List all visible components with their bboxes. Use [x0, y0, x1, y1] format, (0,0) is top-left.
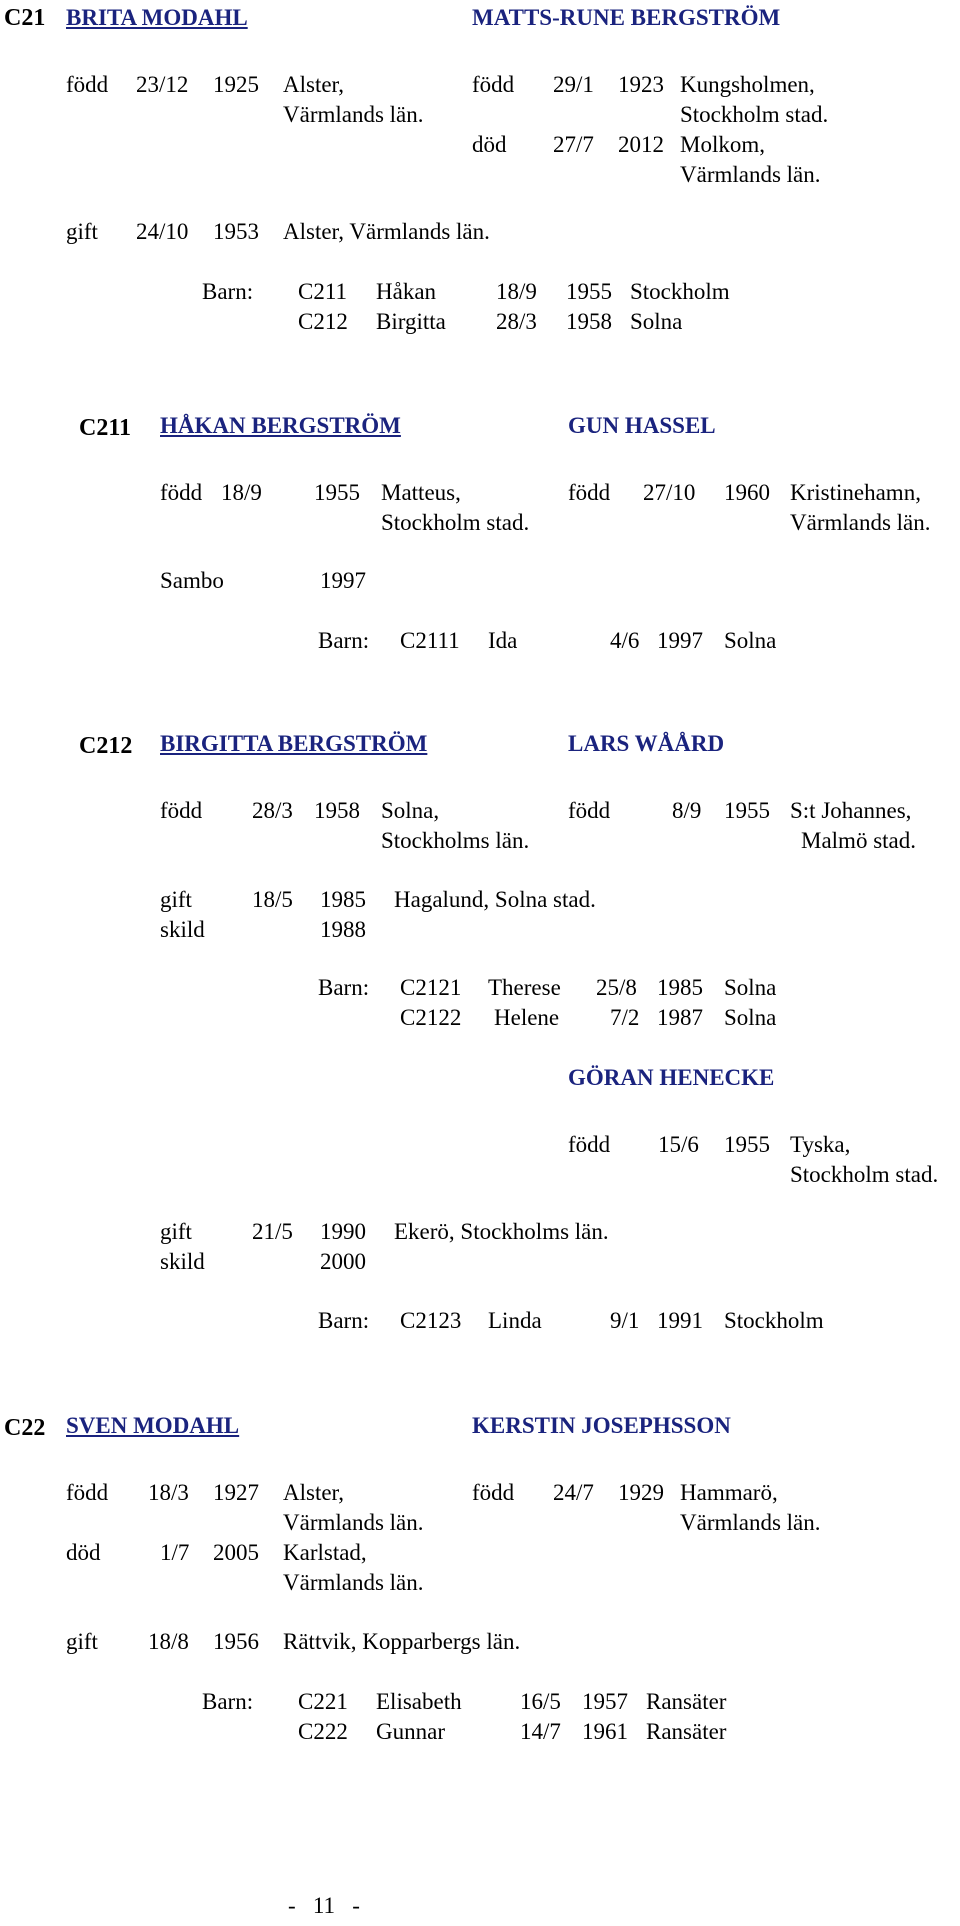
- died-place-region: Värmlands län.: [283, 1570, 424, 1595]
- spouse-born-label: född: [472, 1480, 515, 1505]
- second-spouse-born-year: 1955: [724, 1132, 770, 1157]
- children-label: Barn:: [318, 1308, 370, 1333]
- married-year: 1956: [213, 1629, 259, 1654]
- born-place-region: Värmlands län.: [283, 102, 424, 127]
- spouse-born-place: Hammarö,: [680, 1480, 778, 1505]
- born-year: 1925: [213, 72, 259, 97]
- spouse-born-year: 1955: [724, 798, 770, 823]
- child-name: Helene: [494, 1005, 560, 1030]
- spouse-died-label: död: [472, 132, 507, 157]
- born-date: 18/9: [221, 480, 262, 505]
- married-label: gift: [66, 1629, 98, 1654]
- child-place: Ransäter: [646, 1719, 727, 1744]
- child-date: 28/3: [496, 309, 537, 334]
- entry-number: C22: [4, 1415, 46, 1441]
- spouse-born-place: Kristinehamn,: [790, 480, 921, 505]
- second-spouse-name: GÖRAN HENECKE: [568, 1065, 775, 1090]
- born-place-region: Stockholm stad.: [381, 510, 530, 535]
- spouse-born-date: 29/1: [553, 72, 594, 97]
- child-date: 7/2: [610, 1005, 640, 1030]
- born-year: 1927: [213, 1480, 259, 1505]
- spouse-name: MATTS-RUNE BERGSTRÖM: [472, 5, 781, 30]
- children-label: Barn:: [202, 1689, 254, 1714]
- person-name[interactable]: BIRGITTA BERGSTRÖM: [160, 731, 428, 756]
- born-year: 1958: [314, 798, 360, 823]
- second-spouse-born-place-region: Stockholm stad.: [790, 1162, 939, 1187]
- born-date: 18/3: [148, 1480, 189, 1505]
- child-place: Solna: [724, 628, 777, 653]
- second-spouse-born-label: född: [568, 1132, 611, 1157]
- married-place: Hagalund, Solna stad.: [394, 887, 596, 912]
- entry-number: C21: [4, 5, 46, 31]
- child-id[interactable]: C222: [298, 1719, 348, 1744]
- spouse-born-year: 1929: [618, 1480, 664, 1505]
- second-spouse-born-date: 15/6: [658, 1132, 699, 1157]
- spouse-born-label: född: [568, 480, 611, 505]
- children-label: Barn:: [318, 975, 370, 1000]
- child-date: 16/5: [520, 1689, 561, 1714]
- child-id[interactable]: C211: [298, 279, 347, 304]
- sambo-year: 1997: [320, 568, 366, 593]
- born-label: född: [160, 798, 203, 823]
- child-year: 1985: [657, 975, 703, 1000]
- spouse-born-date: 24/7: [553, 1480, 594, 1505]
- child-year: 1991: [657, 1308, 703, 1333]
- child-date: 4/6: [610, 628, 640, 653]
- married-year: 1953: [213, 219, 259, 244]
- spouse-name: LARS WÅÅRD: [568, 731, 725, 756]
- child-place: Solna: [724, 1005, 777, 1030]
- spouse-born-place-region: Malmö stad.: [801, 828, 916, 853]
- child-year: 1961: [582, 1719, 628, 1744]
- died-date: 1/7: [160, 1540, 190, 1565]
- spouse-born-label: född: [472, 72, 515, 97]
- child-id[interactable]: C221: [298, 1689, 348, 1714]
- child-date: 18/9: [496, 279, 537, 304]
- child-name: Håkan: [376, 279, 437, 304]
- born-place: Matteus,: [381, 480, 461, 505]
- second-married-label: gift: [160, 1219, 192, 1244]
- entry-number: C211: [79, 415, 132, 441]
- spouse-born-place-region: Värmlands län.: [790, 510, 931, 535]
- divorced-label: skild: [160, 917, 205, 942]
- spouse-born-year: 1923: [618, 72, 664, 97]
- second-divorced-year: 2000: [320, 1249, 366, 1274]
- second-divorced-label: skild: [160, 1249, 205, 1274]
- born-year: 1955: [314, 480, 360, 505]
- born-label: född: [160, 480, 203, 505]
- married-label: gift: [160, 887, 192, 912]
- born-place: Solna,: [381, 798, 440, 823]
- married-year: 1985: [320, 887, 366, 912]
- child-year: 1997: [657, 628, 703, 653]
- child-id[interactable]: C2111: [400, 628, 460, 653]
- child-year: 1987: [657, 1005, 703, 1030]
- child-place: Stockholm: [630, 279, 730, 304]
- died-year: 2005: [213, 1540, 259, 1565]
- born-date: 23/12: [136, 72, 189, 97]
- spouse-died-place-region: Värmlands län.: [680, 162, 821, 187]
- born-place: Alster,: [283, 72, 345, 97]
- child-id[interactable]: C2122: [400, 1005, 462, 1030]
- child-year: 1955: [566, 279, 612, 304]
- born-label: född: [66, 1480, 109, 1505]
- spouse-died-year: 2012: [618, 132, 664, 157]
- married-label: gift: [66, 219, 98, 244]
- spouse-born-place: S:t Johannes,: [790, 798, 912, 823]
- child-id[interactable]: C212: [298, 309, 348, 334]
- born-place-region: Stockholms län.: [381, 828, 530, 853]
- married-date: 18/5: [252, 887, 293, 912]
- second-married-date: 21/5: [252, 1219, 293, 1244]
- died-label: död: [66, 1540, 101, 1565]
- child-date: 14/7: [520, 1719, 561, 1744]
- second-spouse-born-place: Tyska,: [790, 1132, 851, 1157]
- child-year: 1958: [566, 309, 612, 334]
- child-place: Stockholm: [724, 1308, 824, 1333]
- child-name: Birgitta: [376, 309, 446, 334]
- child-date: 9/1: [610, 1308, 640, 1333]
- sambo-label: Sambo: [160, 568, 224, 593]
- child-date: 25/8: [596, 975, 637, 1000]
- child-name: Gunnar: [376, 1719, 445, 1744]
- person-name[interactable]: SVEN MODAHL: [66, 1413, 240, 1438]
- spouse-died-place: Molkom,: [680, 132, 765, 157]
- child-place: Ransäter: [646, 1689, 727, 1714]
- child-id[interactable]: C2123: [400, 1308, 462, 1333]
- spouse-born-place-region: Stockholm stad.: [680, 102, 829, 127]
- spouse-name: GUN HASSEL: [568, 413, 716, 438]
- page-number: - 11 -: [288, 1893, 360, 1918]
- child-place: Solna: [630, 309, 683, 334]
- spouse-died-date: 27/7: [553, 132, 594, 157]
- spouse-born-date: 8/9: [672, 798, 702, 823]
- child-year: 1957: [582, 1689, 628, 1714]
- spouse-born-place-region: Värmlands län.: [680, 1510, 821, 1535]
- divorced-year: 1988: [320, 917, 366, 942]
- born-label: född: [66, 72, 109, 97]
- child-place: Solna: [724, 975, 777, 1000]
- married-date: 18/8: [148, 1629, 189, 1654]
- children-label: Barn:: [202, 279, 254, 304]
- person-name[interactable]: HÅKAN BERGSTRÖM: [160, 413, 401, 438]
- child-name: Ida: [488, 628, 518, 653]
- second-married-year: 1990: [320, 1219, 366, 1244]
- entry-number: C212: [79, 733, 133, 759]
- child-name: Linda: [488, 1308, 542, 1333]
- person-name[interactable]: BRITA MODAHL: [66, 5, 248, 30]
- child-id[interactable]: C2121: [400, 975, 462, 1000]
- born-date: 28/3: [252, 798, 293, 823]
- died-place: Karlstad,: [283, 1540, 367, 1565]
- second-married-place: Ekerö, Stockholms län.: [394, 1219, 609, 1244]
- married-place: Rättvik, Kopparbergs län.: [283, 1629, 521, 1654]
- born-place: Alster,: [283, 1480, 345, 1505]
- married-date: 24/10: [136, 219, 189, 244]
- child-name: Therese: [488, 975, 561, 1000]
- spouse-name: KERSTIN JOSEPHSSON: [472, 1413, 731, 1438]
- spouse-born-place: Kungsholmen,: [680, 72, 815, 97]
- spouse-born-year: 1960: [724, 480, 770, 505]
- children-label: Barn:: [318, 628, 370, 653]
- born-place-region: Värmlands län.: [283, 1510, 424, 1535]
- spouse-born-date: 27/10: [643, 480, 696, 505]
- spouse-born-label: född: [568, 798, 611, 823]
- married-place: Alster, Värmlands län.: [283, 219, 490, 244]
- child-name: Elisabeth: [376, 1689, 462, 1714]
